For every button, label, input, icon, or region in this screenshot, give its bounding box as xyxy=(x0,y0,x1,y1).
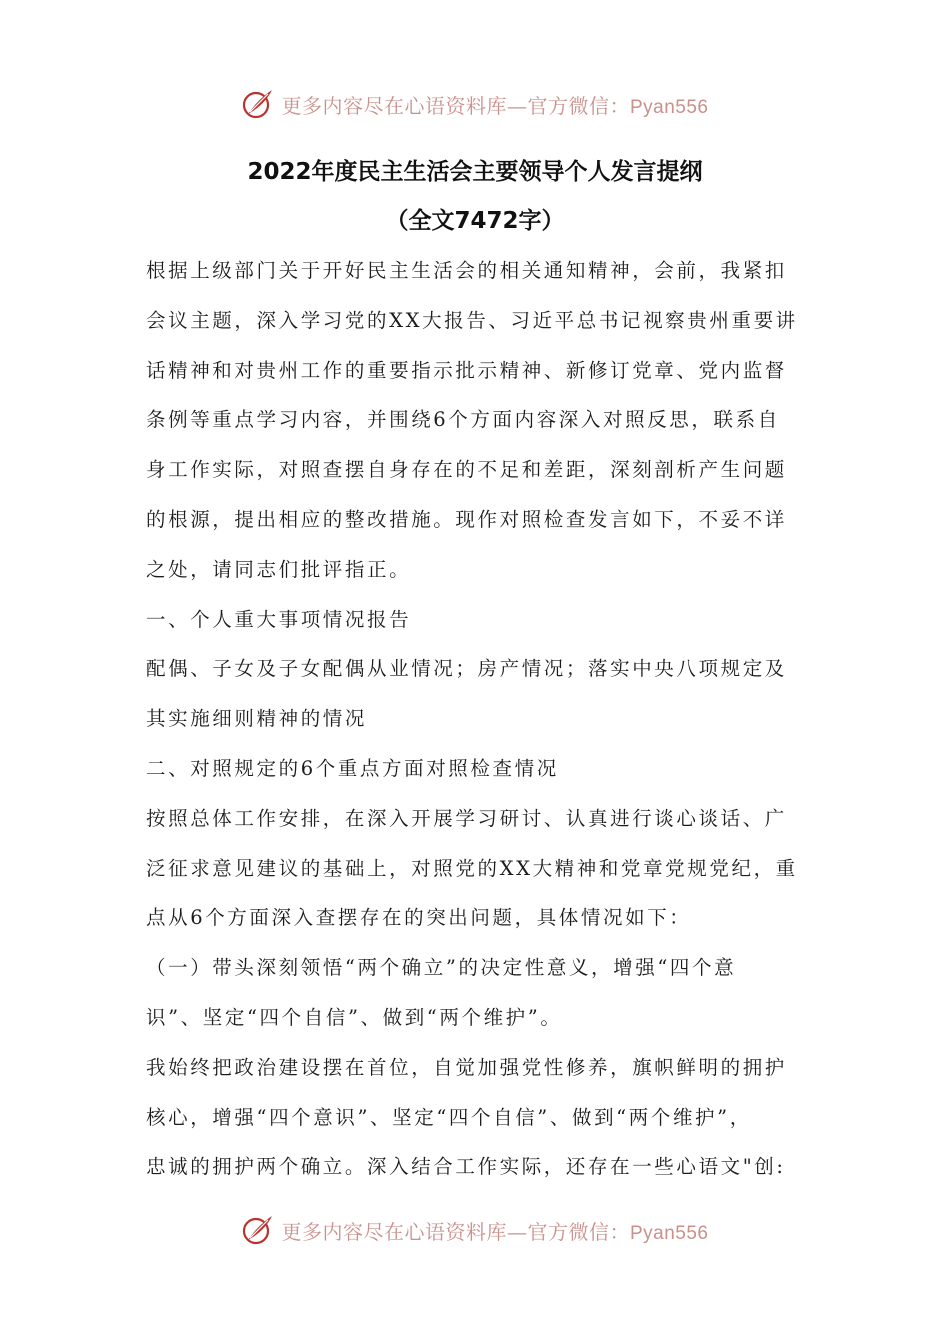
wechat-id: Pyan556 xyxy=(629,96,709,118)
quill-logo-icon xyxy=(241,87,275,121)
body-line: 的根源，提出相应的整改措施。现作对照检查发言如下，不妥不详 xyxy=(146,507,787,531)
document-body xyxy=(146,246,806,1192)
document-title: 2022年度民主生活会主要领导个人发言提纲 xyxy=(247,159,703,185)
body-line: 按照总体工作安排，在深入开展学习研讨、认真进行谈心谈话、广 xyxy=(146,806,787,830)
body-line: 身工作实际，对照查摆自身存在的不足和差距，深刻剖析产生问题 xyxy=(146,458,787,482)
body-line: 其实施细则精神的情况 xyxy=(146,707,368,731)
banner-text: 更多内容尽在心语资料库—官方微信：Pyan556 xyxy=(281,93,709,118)
quill-logo-icon xyxy=(241,1213,275,1247)
body-line: 会议主题，深入学习党的XX大报告、习近平总书记视察贵州重要讲 xyxy=(146,308,798,332)
section-heading: 二、对照规定的6个重点方面对照检查情况 xyxy=(146,756,559,780)
body-line: 核心，增强“四个意识”、坚定“四个自信”、做到“两个维护”， xyxy=(146,1105,752,1129)
body-line: 根据上级部门关于开好民主生活会的相关通知精神，会前，我紧扣 xyxy=(146,259,787,282)
document-subtitle: （全文7472字） xyxy=(385,208,565,234)
body-line: 泛征求意见建议的基础上，对照党的XX大精神和党章党规党纪，重 xyxy=(146,856,798,880)
footer-banner xyxy=(0,1208,950,1252)
subsection-heading: （一）带头深刻领悟“两个确立”的决定性意义，增强“四个意 xyxy=(146,956,737,980)
body-line: 配偶、子女及子女配偶从业情况；房产情况；落实中央八项规定及 xyxy=(146,657,787,681)
header-banner xyxy=(0,82,950,126)
body-line: 条例等重点学习内容，并围绕6个方面内容深入对照反思，联系自 xyxy=(146,408,780,432)
banner-text: 更多内容尽在心语资料库—官方微信：Pyan556 xyxy=(281,1219,709,1244)
body-line: 之处，请同志们批评指正。 xyxy=(146,557,412,581)
body-line: 忠诚的拥护两个确立。深入结合工作实际，还存在一些心语文"创: xyxy=(146,1155,786,1179)
section-heading: 一、个人重大事项情况报告 xyxy=(146,607,412,631)
subsection-heading: 识”、坚定“四个自信”、做到“两个维护”。 xyxy=(146,1005,563,1029)
body-line: 我始终把政治建设摆在首位，自觉加强党性修养，旗帜鲜明的拥护 xyxy=(146,1055,787,1079)
wechat-id: Pyan556 xyxy=(629,1222,709,1244)
body-line: 点从6个方面深入查摆存在的突出问题，具体情况如下： xyxy=(146,906,692,930)
body-line: 话精神和对贵州工作的重要指示批示精神、新修订党章、党内监督 xyxy=(146,358,787,382)
